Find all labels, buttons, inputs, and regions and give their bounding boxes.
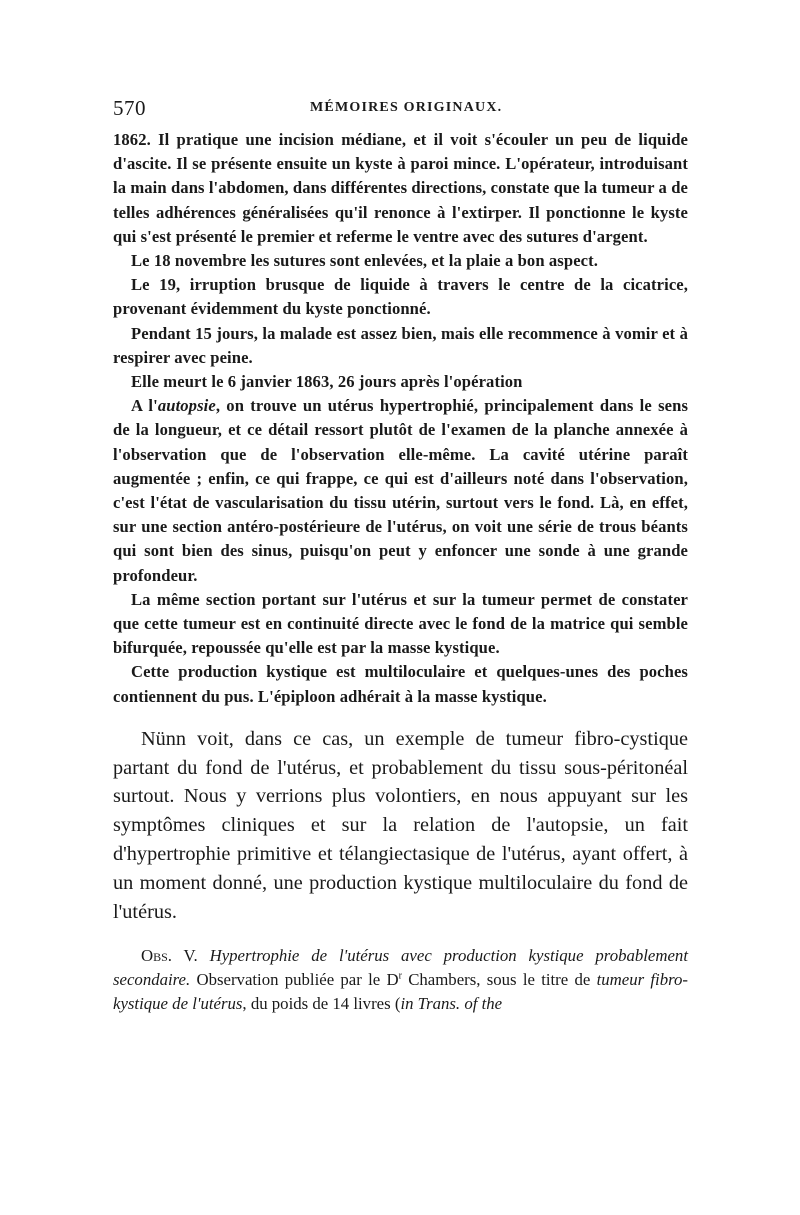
paragraph: Pendant 15 jours, la malade est assez bien, mais elle recommence à vomir et à respirer avec peine. bbox=[113, 323, 688, 367]
case-report-text bbox=[113, 128, 688, 709]
commentary-text bbox=[113, 725, 688, 927]
paragraph: Le 18 novembre les sutures sont enlevées, et la plaie a bon aspect. bbox=[131, 251, 598, 271]
paragraph: Elle meurt le 6 janvier 1863, 26 jours après l'opération bbox=[131, 372, 523, 392]
observation-label: Obs. V. bbox=[141, 946, 198, 966]
observation-heading bbox=[113, 944, 688, 1016]
italic-title: tumeur fibro-kystique de l'utérus bbox=[113, 970, 688, 1014]
italic-term: autopsie bbox=[157, 396, 216, 416]
text-run: , du poids de 14 livres ( bbox=[242, 994, 401, 1014]
running-head: MÉMOIRES ORIGINAUX. bbox=[310, 100, 503, 115]
paragraph: Le 19, irruption brusque de liquide à travers le centre de la cicatrice, provenant évidemment du kyste ponctionné. bbox=[113, 275, 688, 319]
observation-title: Hypertrophie de l'utérus avec production kystique probablement secondaire. bbox=[113, 946, 688, 990]
text-run: A l' bbox=[131, 396, 158, 416]
text-run: Observation publiée par le D bbox=[190, 970, 399, 990]
text-run: , on trouve un utérus hypertrophié, principalement dans le sens de la longueur, et ce détail ressort plutôt de l'examen de la planche annexée à l'observation que de l'observation elle-même. La cavité utérine paraît augmentée ; enfin, ce qui frappe, ce qui est d'ailleurs noté dans l'observation, c'est l'état de vascularisation du tissu utérin, surtout vers le fond. Là, en effet, sur une section antéro-postérieure de l'utérus, on voit une série de trous béants qui sont bien des sinus, puisqu'on peut y enfoncer une sonde à une grande profondeur. bbox=[113, 396, 689, 585]
paragraph: 1862. Il pratique une incision médiane, et il voit s'écouler un peu de liquide d'ascite. Il se présente ensuite un kyste à paroi mince. L'opérateur, introduisant la main dans l'abdomen, dans différentes directions, constate que la tumeur a de telles adhérences généralisées qu'il renonce à l'extirper. Il ponctionne le kyste qui s'est présenté le premier et referme le ventre avec des sutures d'argent. bbox=[113, 130, 688, 246]
page-body bbox=[113, 128, 688, 1016]
italic-source: in Trans. of the bbox=[400, 994, 503, 1014]
text-run: Chambers, sous le titre de bbox=[401, 970, 597, 990]
page-header bbox=[113, 96, 693, 122]
paragraph: Nünn voit, dans ce cas, un exemple de tumeur fibro-cystique partant du fond de l'utérus, et probablement du tissu sous-péritonéal surtout. Nous y verrions plus volontiers, en nous appuyant sur les symptômes cliniques et sur la relation de l'autopsie, un fait d'hypertrophie primitive et télangiectasique de l'utérus, ayant offert, à un moment donné, une production kystique multiloculaire du fond de l'utérus. bbox=[113, 727, 688, 923]
paragraph-autopsy bbox=[113, 394, 688, 588]
paragraph: Cette production kystique est multiloculaire et quelques-unes des poches contiennent du pus. L'épiploon adhérait à la masse kystique. bbox=[113, 662, 688, 706]
superscript: r bbox=[398, 970, 402, 982]
page-number: 570 bbox=[113, 96, 146, 120]
paragraph: La même section portant sur l'utérus et sur la tumeur permet de constater que cette tumeur est en continuité directe avec le fond de la matrice qui semble bifurquée, repoussée qu'elle est par la masse kystique. bbox=[113, 589, 688, 658]
paragraph bbox=[113, 944, 688, 1016]
